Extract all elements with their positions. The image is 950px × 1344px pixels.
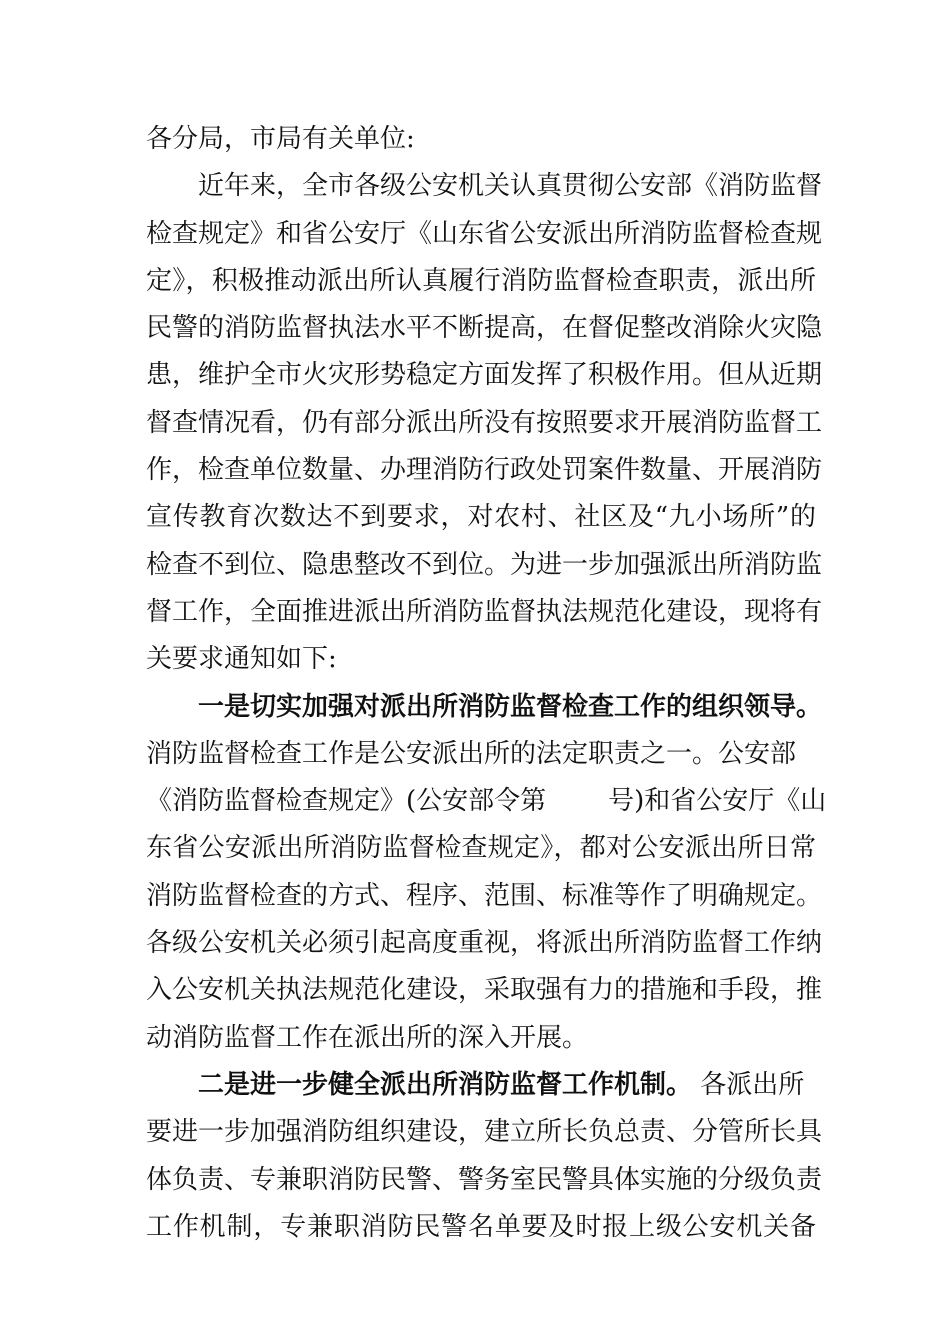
paragraph-line: 要进一步加强消防组织建设，建立所长负总责、分管所长具 [146, 1117, 823, 1148]
paragraph-3 [146, 1062, 823, 1251]
paragraph-line: 检查不到位、隐患整改不到位。为进一步加强派出所消防监 [146, 549, 823, 580]
paragraph-line: 督工作，全面推进派出所消防监督执法规范化建设，现将有 [146, 596, 823, 627]
regulation-citation-tail: 号)和省公安厅《山 [608, 786, 827, 817]
paragraph-line: 宣传教育次数达不到要求，对农村、社区及“九小场所”的 [146, 502, 816, 533]
paragraph-2 [146, 684, 827, 1062]
paragraph-line: 督查情况看，仍有部分派出所没有按照要求开展消防监督工 [146, 407, 823, 438]
paragraph-line: 消防监督检查的方式、程序、范围、标准等作了明确规定。 [146, 880, 823, 911]
regulation-citation: 《消防监督检查规定》(公安部令第 [146, 786, 547, 817]
paragraph-line: 消防监督检查工作是公安派出所的法定职责之一。公安部 [146, 738, 797, 769]
paragraph-line: 入公安机关执法规范化建设，采取强有力的措施和手段，推 [146, 975, 823, 1006]
document-body [146, 116, 827, 1251]
paragraph-line: 民警的消防监督执法水平不断提高，在督促整改消除火灾隐 [146, 313, 823, 344]
paragraph-line: 体负责、专兼职消防民警、警务室民警具体实施的分级负责 [146, 1164, 823, 1195]
paragraph-line: 患，维护全市火灾形势稳定方面发挥了积极作用。但从近期 [146, 360, 823, 391]
paragraph-line: 定》，积极推动派出所认真履行消防监督检查职责，派出所 [146, 265, 816, 296]
paragraph-line: 动消防监督工作在派出所的深入开展。 [146, 1022, 589, 1053]
paragraph-line: 东省公安派出所消防监督检查规定》，都对公安派出所日常 [146, 833, 816, 864]
paragraph-line [146, 778, 827, 825]
paragraph-line: 各级公安机关必须引起高度重视，将派出所消防监督工作纳 [146, 928, 823, 959]
section-heading-1: 一是切实加强对派出所消防监督检查工作的组织领导。 [198, 691, 823, 722]
paragraph-line: 关要求通知如下: [146, 644, 337, 675]
section-heading-tail: 各派出所 [692, 1069, 805, 1100]
paragraph-1 [146, 163, 823, 683]
paragraph-line: 作，检查单位数量、办理消防行政处罚案件数量、开展消防 [146, 455, 823, 486]
paragraph-line: 近年来，全市各级公安机关认真贯彻公安部《消防监督 [198, 171, 823, 202]
paragraph-line: 检查规定》和省公安厅《山东省公安派出所消防监督检查规 [146, 218, 823, 249]
paragraph-line: 工作机制，专兼职消防民警名单要及时报上级公安机关备 [146, 1211, 816, 1242]
salutation: 各分局，市局有关单位: [146, 124, 415, 154]
section-heading-2: 二是进一步健全派出所消防监督工作机制。 [198, 1069, 693, 1100]
paragraph-line [146, 1062, 816, 1109]
